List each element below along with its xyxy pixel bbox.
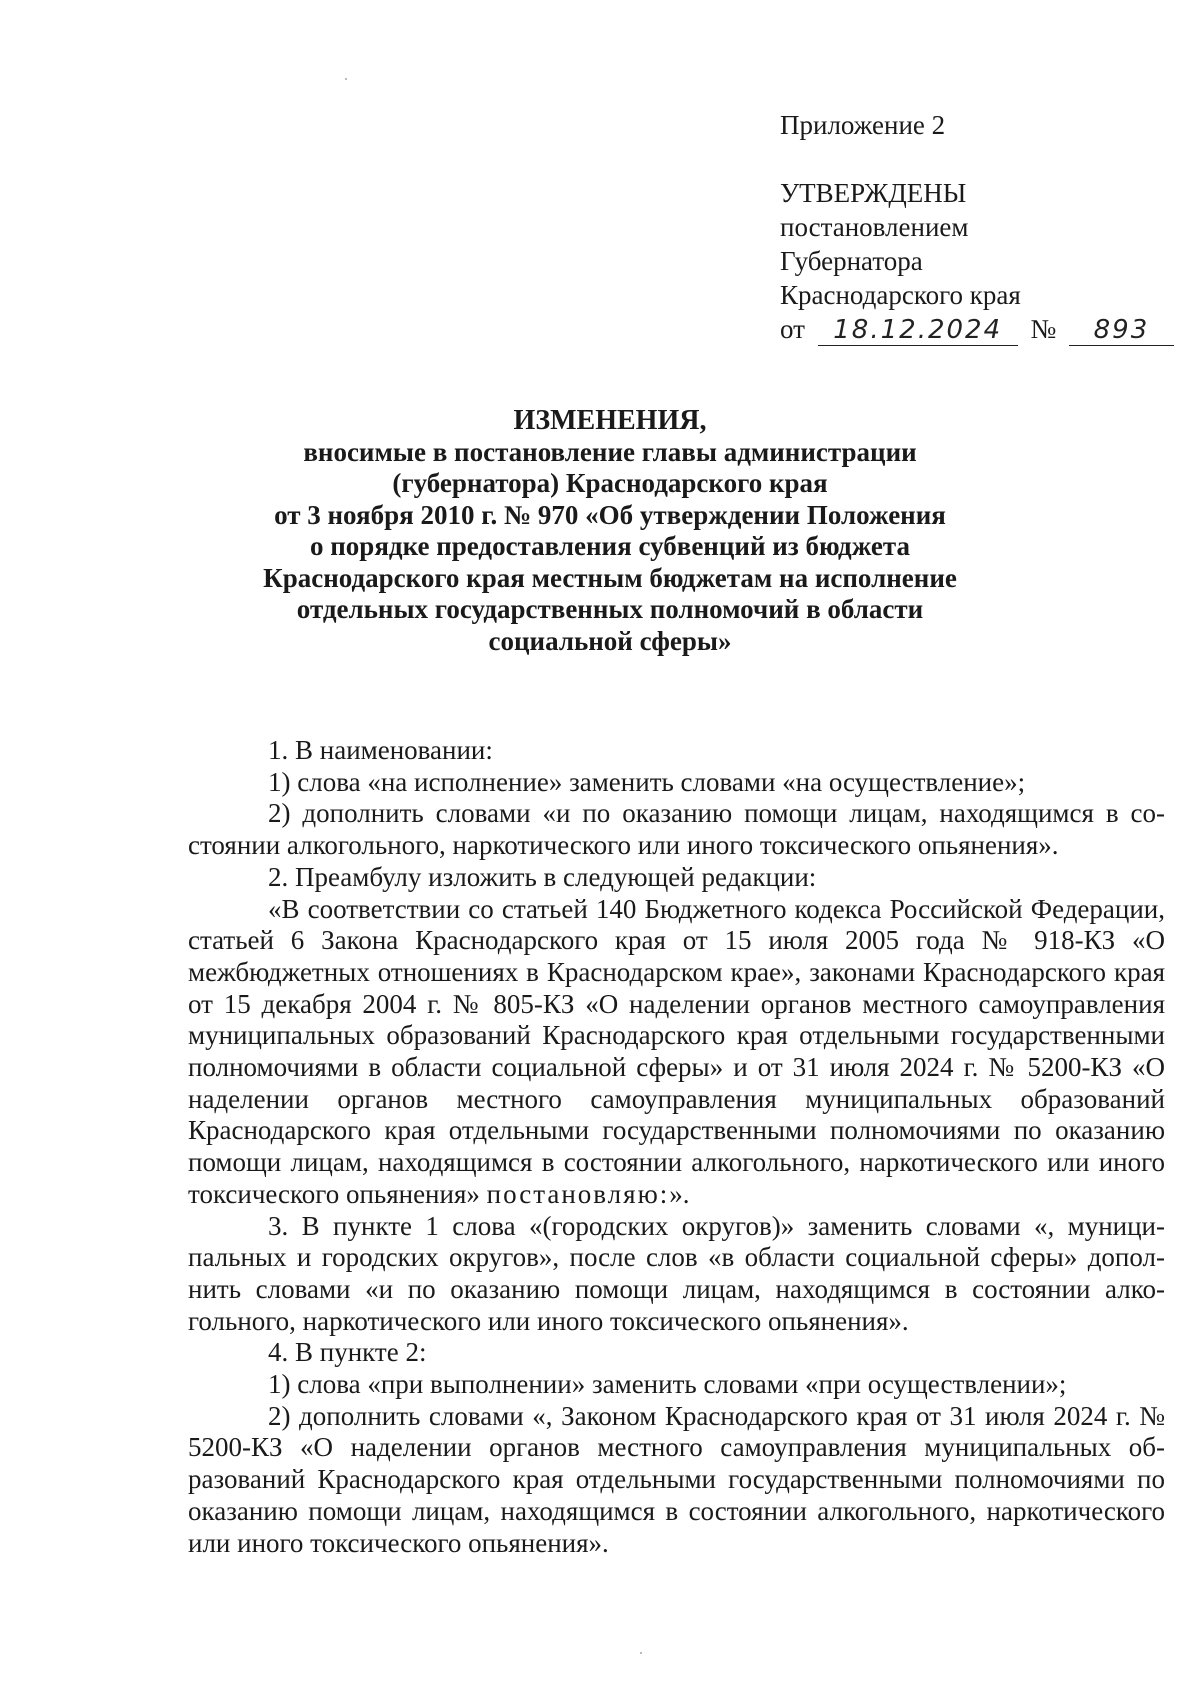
paragraph-4-item-2: 2) дополнить словами «, Законом Краснодарского края от 31 июля 2024 г. № 5200-КЗ «О наделении органов местного самоуправления муниципальных образований Краснодарского края отдельными государственными полномочиями по оказанию помощи лицам, находящимся в состоянии алкогольного, наркотического или иного токсического опьянения». [188,1400,1165,1558]
scan-speck [345,78,347,80]
paragraph-2: 2. Преамбулу изложить в следующей редакции: [268,861,817,892]
paragraph-1: 1. В наименовании: [268,735,493,765]
title-line: (губернатора) Краснодарского края [392,468,828,498]
title-line: отдельных государственных полномочий в области [296,594,924,624]
preamble-resolve-word: постановляю: [486,1178,670,1209]
paragraph-1-item-1: 1) слова «на исполнение» заменить словами «на осуществление»; [268,766,1026,797]
handwritten-number: 893 [1069,315,1174,346]
paragraph-1-item-2: 2) дополнить словами «и по оказанию помощи лицам, находящимся в состоянии алкогольного, наркотического или иного токсического опьянения». [188,798,1165,861]
title-line: Краснодарского края местным бюджетам на исполнение [263,562,957,593]
approved-by-line-2: Губернатора [780,246,923,276]
title-line: о порядке предоставления субвенций из бюджета [310,531,910,561]
preamble-end: ». [669,1178,690,1209]
document-body [188,735,1165,1559]
scan-speck [640,1652,642,1654]
from-label: от [780,314,805,344]
document-title [250,405,970,657]
approved-by-line-1: постановлением [780,212,969,242]
number-label: № [1030,314,1057,344]
title-line: вносимые в постановление главы администрации [303,436,917,467]
title-line: от 3 ноября 2010 г. № 970 «Об утверждении Положения [274,499,946,530]
approved-by-line-3: Краснодарского края [780,280,1021,310]
paragraph-3: 3. В пункте 1 слова «(городских округов)» заменить словами «, муниципальных и городских округов», после слов «в области социальной сферы» дополнить словами «и по оказанию помощи лицам, находящимся в состоянии алкогольного, наркотического или иного токсического опьянения». [188,1210,1165,1336]
appendix-label: Приложение 2 [780,110,946,140]
preamble-text: «В соответствии со статьей 140 Бюджетного кодекса Российской Федерации, статьей 6 Закона Краснодарского края от 15 июля 2005 года № 918-КЗ «О межбюджетных отношениях в Краснодарском крае», законами Краснодарского края от 15 декабря 2004 г. № 805-КЗ «О наделении органов местного самоуправления муниципальных образований Краснодарского края отдельными государственными полномочиями в области социальной сферы» и от 31 июля 2024 г. № 5200-КЗ «О наделении органов местного самоуправления муниципальных образований Краснодарского края отдельными государственными полномочиями по оказанию помощи лицам, находящимся в состоянии алкогольного, наркотического или иного токсического опьянения» [188,893,1165,1209]
approved-heading: УТВЕРЖДЕНЫ [780,178,967,208]
title-line: социальной сферы» [488,625,732,656]
title-main: ИЗМЕНЕНИЯ, [513,405,707,436]
handwritten-date: 18.12.2024 [818,315,1018,346]
paragraph-4: 4. В пункте 2: [268,1337,427,1368]
date-number-row [780,312,1160,346]
approval-block [780,108,1160,346]
paragraph-2-preamble [188,894,1165,1211]
paragraph-4-item-1: 1) слова «при выполнении» заменить словами «при осуществлении»; [268,1369,1067,1400]
